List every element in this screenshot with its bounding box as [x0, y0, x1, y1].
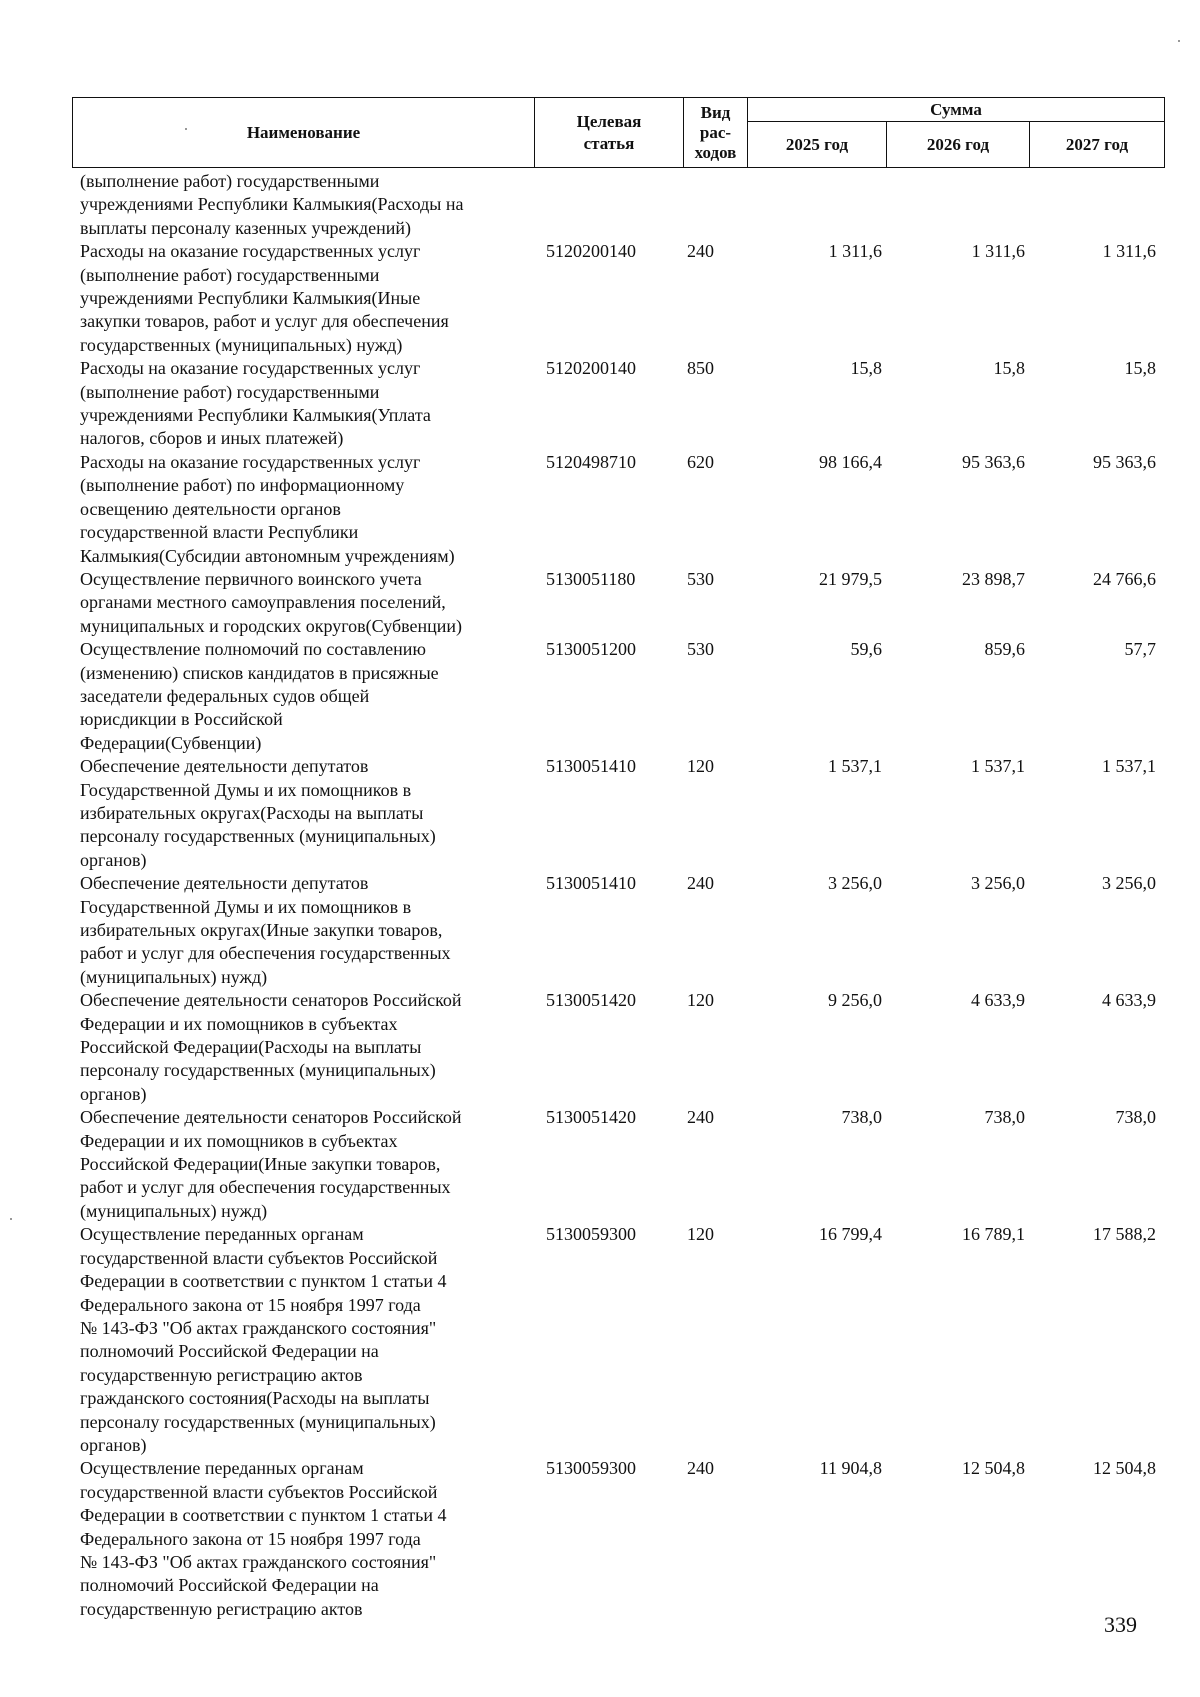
row-expense-type: 530: [687, 568, 714, 589]
row-amount-2026: 95 363,6: [962, 451, 1025, 472]
table-header: [72, 97, 1165, 168]
row-name: Обеспечение деятельности депутатов Государственной Думы и их помощников в избирательных округах(Иные закупки товаров, работ и услуг для обеспечения государственных (муниципальных) нужд): [80, 873, 451, 987]
row-amount-2026: 16 789,1: [962, 1224, 1025, 1245]
table-row: [0, 568, 1200, 638]
row-name: Расходы на оказание государственных услуг (выполнение работ) государственными учреждениями Республики Калмыкия(Уплата налогов, сборов и иных платежей): [80, 358, 431, 449]
row-target: 5130051420: [546, 1107, 636, 1128]
row-amount-2025: 15,8: [850, 358, 882, 379]
table-row: [0, 638, 1200, 755]
row-amount-2027: 738,0: [1115, 1107, 1156, 1128]
row-amount-2027: 1 537,1: [1102, 756, 1156, 777]
row-amount-2025: 1 537,1: [828, 756, 882, 777]
row-amount-2027: 95 363,6: [1093, 451, 1156, 472]
row-target: 5130059300: [546, 1224, 636, 1245]
scan-speck: [185, 128, 187, 130]
row-amount-2026: 4 633,9: [971, 990, 1025, 1011]
row-name: Осуществление переданных органам государственной власти субъектов Российской Федерации в соответствии с пунктом 1 статьи 4 Федерального закона от 15 ноября 1997 года № 143-ФЗ "Об актах гражданского состояния" полномочий Российской Федерации на государственную регистрацию актов: [80, 1458, 447, 1619]
row-name: Расходы на оказание государственных услуг (выполнение работ) государственными учреждениями Республики Калмыкия(Иные закупки товаров, работ и услуг для обеспечения государственных (муниципальных) нужд): [80, 241, 449, 355]
row-amount-2026: 1 537,1: [971, 756, 1025, 777]
row-amount-2025: 16 799,4: [819, 1224, 882, 1245]
row-expense-type: 530: [687, 639, 714, 660]
table-row: [0, 357, 1200, 451]
row-amount-2026: 23 898,7: [962, 568, 1025, 589]
row-amount-2027: 4 633,9: [1102, 990, 1156, 1011]
row-name: Обеспечение деятельности сенаторов Российской Федерации и их помощников в субъектах Российской Федерации(Расходы на выплаты персоналу государственных (муниципальных) органов): [80, 990, 462, 1104]
row-expense-type: 240: [687, 1107, 714, 1128]
row-name: Расходы на оказание государственных услуг (выполнение работ) по информационному освещению деятельности органов государственной власти Республики Калмыкия(Субсидии автономным учреждениям): [80, 451, 455, 566]
row-expense-type: 120: [687, 1224, 714, 1245]
row-target: 5120498710: [546, 451, 636, 472]
row-amount-2026: 859,6: [984, 639, 1025, 660]
row-amount-2027: 24 766,6: [1093, 568, 1156, 589]
row-amount-2027: 17 588,2: [1093, 1224, 1156, 1245]
table-row: [0, 1223, 1200, 1457]
scan-speck: [1178, 40, 1180, 42]
table-row: [0, 1106, 1200, 1223]
row-amount-2026: 15,8: [993, 358, 1025, 379]
row-name: Осуществление первичного воинского учета органами местного самоуправления поселений, муниципальных и городских округов(Субвенции): [80, 568, 463, 636]
header-sum: Сумма: [748, 98, 1165, 122]
row-amount-2027: 1 311,6: [1102, 241, 1156, 262]
row-amount-2026: 12 504,8: [962, 1458, 1025, 1479]
row-expense-type: 120: [687, 756, 714, 777]
header-year-2025: 2025 год: [748, 122, 887, 168]
row-amount-2027: 12 504,8: [1093, 1458, 1156, 1479]
row-target: 5130051410: [546, 756, 636, 777]
row-amount-2025: 738,0: [841, 1107, 882, 1128]
row-target: 5130051410: [546, 873, 636, 894]
row-amount-2025: 59,6: [850, 639, 882, 660]
row-amount-2027: 3 256,0: [1102, 873, 1156, 894]
row-target: 5130051180: [546, 568, 636, 589]
table-row: [0, 240, 1200, 357]
header-year-2027: 2027 год: [1030, 122, 1165, 168]
header-vid: Вид рас- ходов: [684, 98, 748, 168]
row-name: Обеспечение деятельности сенаторов Российской Федерации и их помощников в субъектах Российской Федерации(Иные закупки товаров, работ и услуг для обеспечения государственных (муниципальных) нужд): [80, 1107, 462, 1221]
row-name: Обеспечение деятельности депутатов Государственной Думы и их помощников в избирательных округах(Расходы на выплаты персоналу государственных (муниципальных) органов): [80, 756, 436, 870]
row-target: 5130059300: [546, 1458, 636, 1479]
row-amount-2025: 21 979,5: [819, 568, 882, 589]
row-amount-2025: 9 256,0: [828, 990, 882, 1011]
row-expense-type: 240: [687, 241, 714, 262]
header-target: Целевая статья: [535, 98, 684, 168]
row-name: Осуществление полномочий по составлению (изменению) списков кандидатов в присяжные заседатели федеральных судов общей юрисдикции в Российской Федерации(Субвенции): [80, 639, 439, 753]
row-amount-2026: 738,0: [984, 1107, 1025, 1128]
table-body: [0, 170, 1200, 1621]
row-target: 5130051200: [546, 639, 636, 660]
row-amount-2027: 15,8: [1124, 358, 1156, 379]
row-name: (выполнение работ) государственными учреждениями Республики Калмыкия(Расходы на выплаты персоналу казенных учреждений): [80, 171, 464, 238]
row-expense-type: 620: [687, 451, 714, 472]
row-expense-type: 120: [687, 990, 714, 1011]
table-row: [0, 755, 1200, 872]
row-name: Осуществление переданных органам государственной власти субъектов Российской Федерации в соответствии с пунктом 1 статьи 4 Федерального закона от 15 ноября 1997 года № 143-ФЗ "Об актах гражданского состояния" полномочий Российской Федерации на государственную регистрацию актов гражданского состояния(Расходы на выплаты персоналу государственных (муниципальных) органов): [80, 1224, 447, 1455]
table-row: [0, 872, 1200, 989]
row-target: 5130051420: [546, 990, 636, 1011]
row-expense-type: 850: [687, 358, 714, 379]
table-row: [0, 170, 1200, 240]
row-amount-2026: 3 256,0: [971, 873, 1025, 894]
table-row: [0, 989, 1200, 1106]
page-number: 339: [1104, 1612, 1137, 1637]
row-amount-2027: 57,7: [1124, 639, 1156, 660]
row-target: 5120200140: [546, 358, 636, 379]
scan-speck: [10, 1218, 12, 1220]
row-expense-type: 240: [687, 873, 714, 894]
row-amount-2025: 1 311,6: [828, 241, 882, 262]
table-row: [0, 451, 1200, 568]
row-amount-2025: 11 904,8: [819, 1458, 882, 1479]
row-amount-2025: 98 166,4: [819, 451, 882, 472]
table-row: [0, 1457, 1200, 1621]
row-amount-2025: 3 256,0: [828, 873, 882, 894]
header-year-2026: 2026 год: [887, 122, 1030, 168]
row-target: 5120200140: [546, 241, 636, 262]
row-expense-type: 240: [687, 1458, 714, 1479]
row-amount-2026: 1 311,6: [971, 241, 1025, 262]
header-name: Наименование: [73, 98, 535, 168]
